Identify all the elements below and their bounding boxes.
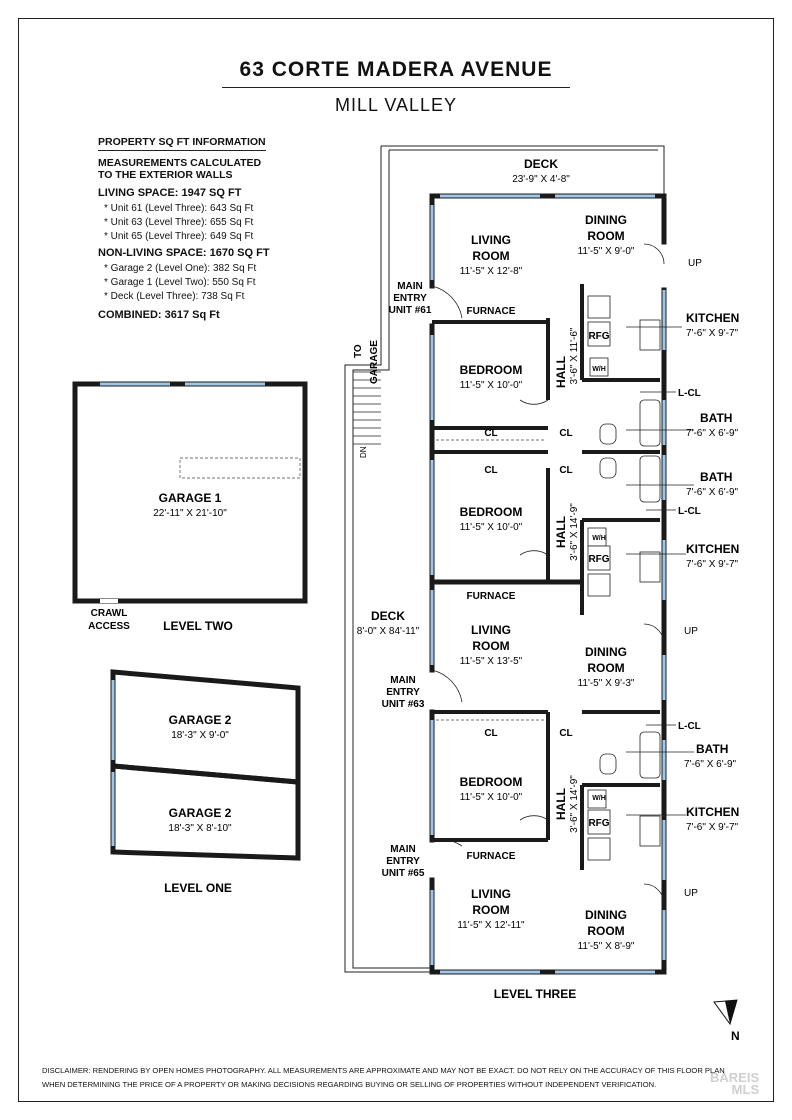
hall3-label: HALL [554,788,568,820]
kitchen3-dim: 7'-6" X 9'-7" [686,822,739,833]
hall2-dim: 3'-6" X 14'-9" [569,503,580,561]
unit61-dining-label2: ROOM [587,229,625,243]
entry63-entry: ENTRY [386,687,420,698]
entry61-entry: ENTRY [393,293,427,304]
nonliving-item: * Garage 1 (Level Two): 550 Sq Ft [104,277,256,288]
living-item: * Unit 65 (Level Three): 649 Sq Ft [104,231,254,242]
unit63-dining-label: DINING [585,645,627,659]
north-label: N [731,1029,740,1043]
page-title: 63 CORTE MADERA AVENUE [239,58,553,81]
garage2a-label: GARAGE 2 [168,713,232,727]
toilet-icon [600,424,616,444]
unit65-living-label2: ROOM [472,903,510,917]
cl-label: CL [484,428,498,439]
nonliving-space-total: NON-LIVING SPACE: 1670 SQ FT [98,247,270,259]
disclaimer-line2: WHEN DETERMINING THE PRICE OF A PROPERTY OR MAKING DECISIONS REGARDING BUYING OR SELLING OF PROPERTIES WITHOUT INDEPENDENT VERIFICATION. [42,1080,657,1089]
furnace-label: FURNACE [466,851,516,862]
bath3-label: BATH [696,742,729,756]
living-item: * Unit 63 (Level Three): 655 Sq Ft [104,217,254,228]
nonliving-item: * Deck (Level Three): 738 Sq Ft [104,291,245,302]
bathtub-icon [640,456,660,502]
furnace-label: FURNACE [466,591,516,602]
deck-mid-label: DECK [370,609,406,623]
sqft-note-2: TO THE EXTERIOR WALLS [98,169,233,181]
page-subtitle: MILL VALLEY [334,95,458,115]
unit65-dining-label2: ROOM [587,924,625,938]
mls-watermark [710,1072,759,1096]
garage1-label: GARAGE 1 [158,491,222,505]
hall1-label: HALL [554,356,568,388]
rfg-label: RFG [588,554,610,565]
hall2-label: HALL [554,516,568,548]
bath3-dim: 7'-6" X 6'-9" [684,759,737,770]
disclaimer [42,1064,752,1092]
furnace-label: FURNACE [466,306,516,317]
bathtub-icon [640,732,660,778]
sink-icon [640,816,660,846]
to-garage-label2: GARAGE [369,340,380,384]
unit61-living-label: LIVING [470,233,512,247]
unit63-living-dim: 11'-5" X 13'-5" [459,656,523,667]
disclaimer-line1: DISCLAIMER: RENDERING BY OPEN HOMES PHOTOGRAPHY. ALL MEASUREMENTS ARE APPROXIMATE AND MAY NOT BE EXACT. DO NOT RELY ON THE ACCURACY OF THIS FLOOR PLAN [42,1066,725,1075]
stove-icon [588,838,610,860]
unit63-living-label2: ROOM [472,639,510,653]
sink-icon [640,552,660,582]
stove-icon [588,574,610,596]
unit65-living-label: LIVING [470,887,512,901]
cl-label: CL [484,728,498,739]
deck-mid-dim: 8'-0" X 84'-11" [356,626,420,637]
kitchen-dim: 7'-6" X 9'-7" [686,328,739,339]
lcl-label: L-CL [678,721,701,732]
level-one-label: LEVEL ONE [164,881,232,895]
unit65-dining-dim: 11'-5" X 8'-9" [577,941,635,952]
unit61-living-dim: 11'-5" X 12'-8" [459,266,523,277]
up-label: UP [684,888,698,899]
bedroom1-label: BEDROOM [459,363,523,377]
bath1-dim: 7'-6" X 6'-9" [686,428,739,439]
rfg-label: RFG [588,331,610,342]
wh-label: W/H [592,795,606,802]
bedroom3-dim: 11'-5" X 10'-0" [459,792,523,803]
rfg-label: RFG [588,818,610,829]
access-label: ACCESS [88,621,130,632]
combined-total: COMBINED: 3617 Sq Ft [98,309,220,321]
entry65-entry: ENTRY [386,856,420,867]
cl-label: CL [559,728,573,739]
unit61-living-label2: ROOM [472,249,510,263]
unit63-dining-label2: ROOM [587,661,625,675]
entry61-unit: UNIT #61 [388,305,432,316]
bathtub-icon [640,400,660,446]
watermark-line2: MLS [731,1082,760,1097]
kitchen2-label: KITCHEN [686,542,740,556]
unit65-living-dim: 11'-5" X 12'-11" [457,920,525,931]
bedroom3-label: BEDROOM [459,775,523,789]
up-label: UP [684,626,698,637]
bath2-label: BATH [700,470,733,484]
level-three-label: LEVEL THREE [493,987,577,1001]
cl-label: CL [484,465,498,476]
entry63-unit: UNIT #63 [381,699,425,710]
entry65-main: MAIN [390,844,416,855]
unit61-dining-label: DINING [585,213,627,227]
dn-label: DN [359,446,368,458]
sqft-info-header: PROPERTY SQ FT INFORMATION [98,136,266,151]
unit65-dining-label: DINING [585,908,627,922]
bath1-label: BATH [700,411,733,425]
entry61-main: MAIN [397,281,423,292]
garage2b-dim: 18'-3" X 8'-10" [168,823,232,834]
wh-label: W/H [592,535,606,542]
up-label: UP [688,258,702,269]
deck-top-dim: 23'-9" X 4'-8" [512,174,570,185]
entry65-unit: UNIT #65 [381,868,425,879]
toilet-icon [600,458,616,478]
living-item: * Unit 61 (Level Three): 643 Sq Ft [104,203,254,214]
garage2a-dim: 18'-3" X 9'-0" [171,730,229,741]
living-space-total: LIVING SPACE: 1947 SQ FT [98,187,242,199]
bath2-dim: 7'-6" X 6'-9" [686,487,739,498]
cl-label: CL [559,428,573,439]
garage2b-label: GARAGE 2 [168,806,232,820]
deck-top-label: DECK [523,157,559,171]
unit63-living-label: LIVING [470,623,512,637]
lcl-label: L-CL [678,506,701,517]
hall1-dim: 3'-6" X 11'-6" [569,327,580,385]
kitchen-label: KITCHEN [686,311,740,325]
unit61-dining-dim: 11'-5" X 9'-0" [577,246,635,257]
wh-label: W/H [592,366,606,373]
stove-icon [588,296,610,318]
cl-label: CL [559,465,573,476]
kitchen2-dim: 7'-6" X 9'-7" [686,559,739,570]
level-two-label: LEVEL TWO [163,619,233,633]
entry63-main: MAIN [390,675,416,686]
lcl-label: L-CL [678,388,701,399]
watermark-line1: BAREIS [710,1070,760,1085]
bedroom1-dim: 11'-5" X 10'-0" [459,380,523,391]
sqft-note-1: MEASUREMENTS CALCULATED [98,157,262,169]
north-arrow-icon [714,1000,737,1024]
crawl-label: CRAWL [90,608,128,619]
toilet-icon [600,754,616,774]
garage1-dim: 22'-11" X 21'-10" [153,508,227,519]
unit63-dining-dim: 11'-5" X 9'-3" [577,678,635,689]
sink-icon [640,320,660,350]
bedroom2-label: BEDROOM [459,505,523,519]
hall3-dim: 3'-6" X 14'-9" [569,775,580,833]
to-garage-label: TO [353,344,364,358]
kitchen3-label: KITCHEN [686,805,740,819]
nonliving-item: * Garage 2 (Level One): 382 Sq Ft [104,263,257,274]
bedroom2-dim: 11'-5" X 10'-0" [459,522,523,533]
